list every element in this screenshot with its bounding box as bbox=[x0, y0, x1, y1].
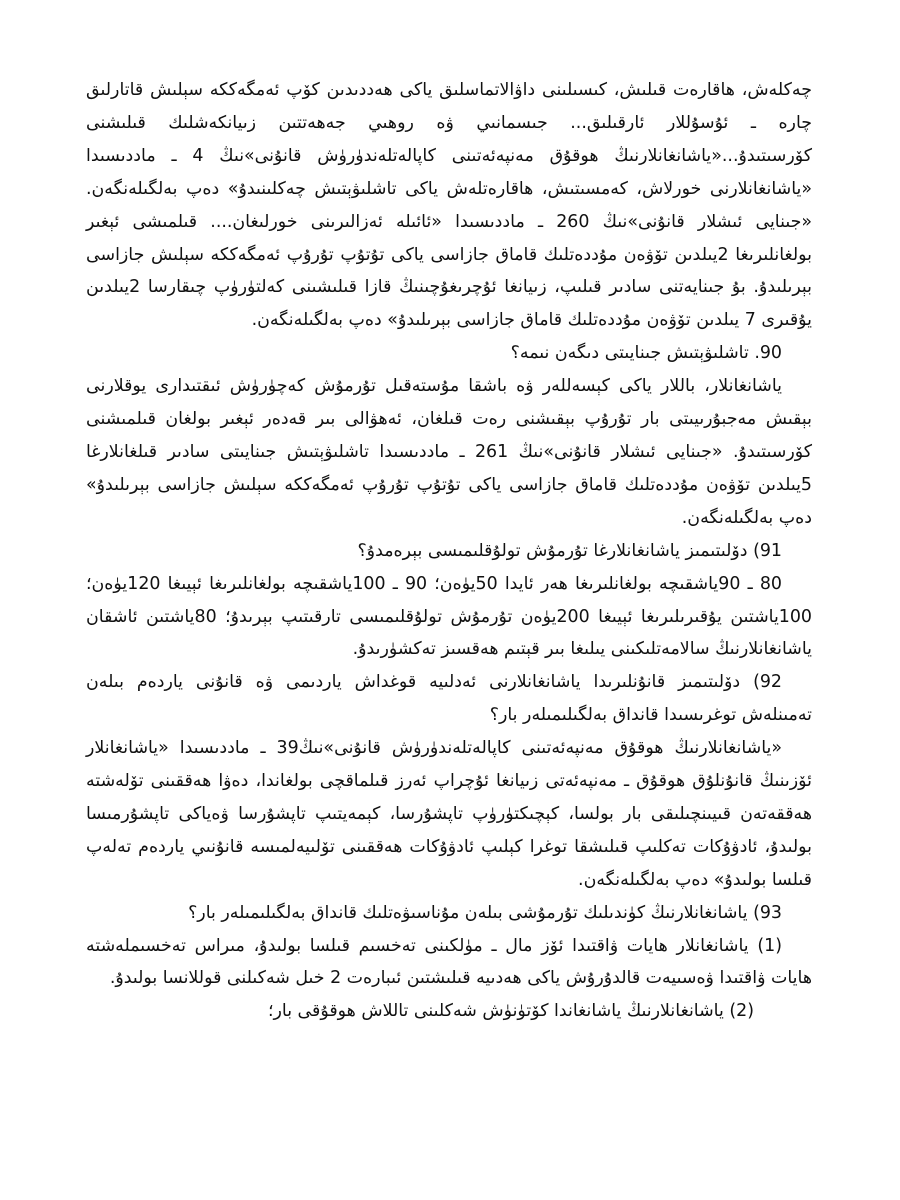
answer-93-item-1: (1) ياشانغانلار ھايات ۋاقتىدا ئۆز مال ـ مۈلكىنى تەخسىم قىلسا بولىدۇ، مىراس تەخسىملەشتە ھايات ۋاقتىدا ۋەسىيەت قالدۇرۇش ياكى ھەدىيە قىلىشتىن ئىبارەت 2 خىل شەكىلنى قوللانسا بولىدۇ. bbox=[86, 935, 812, 989]
question-92: 92) دۆلىتىمىز قانۇنلىرىدا ياشانغانلارنى ئەدلىيە قوغداش ياردىمى ۋە قانۇنى ياردەم بىلەن تەمىنلەش توغرىسىدا قانداق بەلگىلىمىلەر بار؟ bbox=[86, 672, 812, 726]
paragraph-intro: چەكلەش، ھاقارەت قىلىش، كىسىلىنى داۋالاتماسلىق ياكى ھەددىدىن كۆپ ئەمگەككە سېلىش قاتارلىق چارە ـ ئۇسۇللار ئارقىلىق... جىسمانىي ۋە روھىي جەھەتتىن زىيانكەشلىك قىلىشنى كۆرسىتىدۇ...«ياشانغانلارنىڭ ھوقۇق مەنپەئەتىنى كاپالەتلەندۈرۈش قانۇنى»نىڭ 4 ـ ماددىسىدا «ياشانغانلارنى خورلاش، كەمسىتىش، ھاقارەتلەش ياكى تاشلىۋېتىش چەكلىنىدۇ» دەپ بەلگىلەنگەن. «جىنايى ئىشلار قانۇنى»نىڭ 260 ـ ماددىسىدا «ئائىلە ئەزالىرىنى خورلىغان.... قىلمىشى ئېغىر بولغانلىرىغا 2يىلدىن تۆۋەن مۇددەتلىك قاماق جازاسى ياكى تۇتۇپ تۇرۇپ ئەمگەككە سېلىش جازاسى بېرىلىدۇ. بۇ جىنايەتنى سادىر قىلىپ، زىيانغا ئۇچرىغۇچىنىڭ قازا قىلىشىنى كەلتۈرۈپ چىقارسا 2يىلدىن يۇقىرى 7 يىلدىن تۆۋەن مۇددەتلىك قاماق جازاسى بېرىلىدۇ» دەپ بەلگىلەنگەن. bbox=[86, 80, 813, 331]
document-page bbox=[86, 74, 812, 1028]
answer-92: «ياشانغانلارنىڭ ھوقۇق مەنپەئەتىنى كاپالەتلەندۈرۈش قانۇنى»نىڭ39 ـ ماددىسىدا «ياشانغانلار ئۆزىنىڭ قانۇنلۇق ھوقۇق ـ مەنپەئەتى زىيانغا ئۇچراپ ئەرز قىلماقچى بولغاندا، دەۋا ھەققىنى تۆلەشتە ھەققەتەن قىيىنچىلىقى بار بولسا، كېچىكتۈرۈپ تاپشۇرسا، كېمەيتىپ تاپشۇرسا ۋەياكى تاپشۇرمىسا بولىدۇ، ئادۋۇكات تەكلىپ قىلىشقا توغرا كېلىپ ئادۋۇكات ھەققىنى تۆلىيەلمىسە قانۇنىي ياردەم تەلەپ قىلسا بولىدۇ» دەپ بەلگىلەنگەن. bbox=[86, 738, 812, 890]
question-93: 93) ياشانغانلارنىڭ كۈندىلىك تۇرمۇشى بىلەن مۇناسىۋەتلىك قانداق بەلگىلىمىلەر بار؟ bbox=[188, 902, 782, 923]
answer-90: ياشانغانلار، باللار ياكى كېسەللەر ۋە باشقا مۇستەقىل تۇرمۇش كەچۈرۈش ئىقتىدارى يوقلارنى بېقىش مەجبۇرىيىتى بار تۇرۇپ بېقىشنى رەت قىلغان، ئەھۋالى بىر قەدەر ئېغىر بولغان قىلمىشنى كۆرسىتىدۇ. «جىنايى ئىشلار قانۇنى»نىڭ 261 ـ ماددىسىدا تاشلىۋېتىش جىنايىتى سادىر قىلغانلارغا 5يىلدىن تۆۋەن مۇددەتلىك قاماق جازاسى ياكى تۇتۇپ تۇرۇپ ئەمگەككە سېلىش جازاسى بېرىلىدۇ» دەپ بەلگىلەنگەن. bbox=[86, 376, 812, 528]
question-90: 90. تاشلىۋېتىش جىنايىتى دىگەن نىمە؟ bbox=[510, 343, 782, 364]
answer-93-item-2: (2) ياشانغانلارنىڭ ياشانغاندا كۆتۈنۈش شەكلىنى تاللاش ھوقۇقى بار؛ bbox=[267, 1001, 754, 1022]
question-91: 91) دۆلىتىمىز ياشانغانلارغا تۇرمۇش تولۇقلىمىسى بېرەمدۇ؟ bbox=[357, 540, 782, 561]
answer-91: 80 ـ 90ياشقىچە بولغانلىرىغا ھەر ئايدا 50يۈەن؛ 90 ـ 100ياشقىچە بولغانلىرىغا ئېيىغا 120يۈەن؛100ياشتىن يۇقىرىلىرىغا ئېيىغا 200يۈەن تۇرمۇش تولۇقلىمىسى تارقىتىپ بېرىدۇ؛ 80ياشتىن ئاشقان ياشانغانلارنىڭ سالامەتلىكىنى يىلىغا بىر قېتىم ھەقسىز تەكشۈرىدۇ. bbox=[86, 573, 812, 660]
